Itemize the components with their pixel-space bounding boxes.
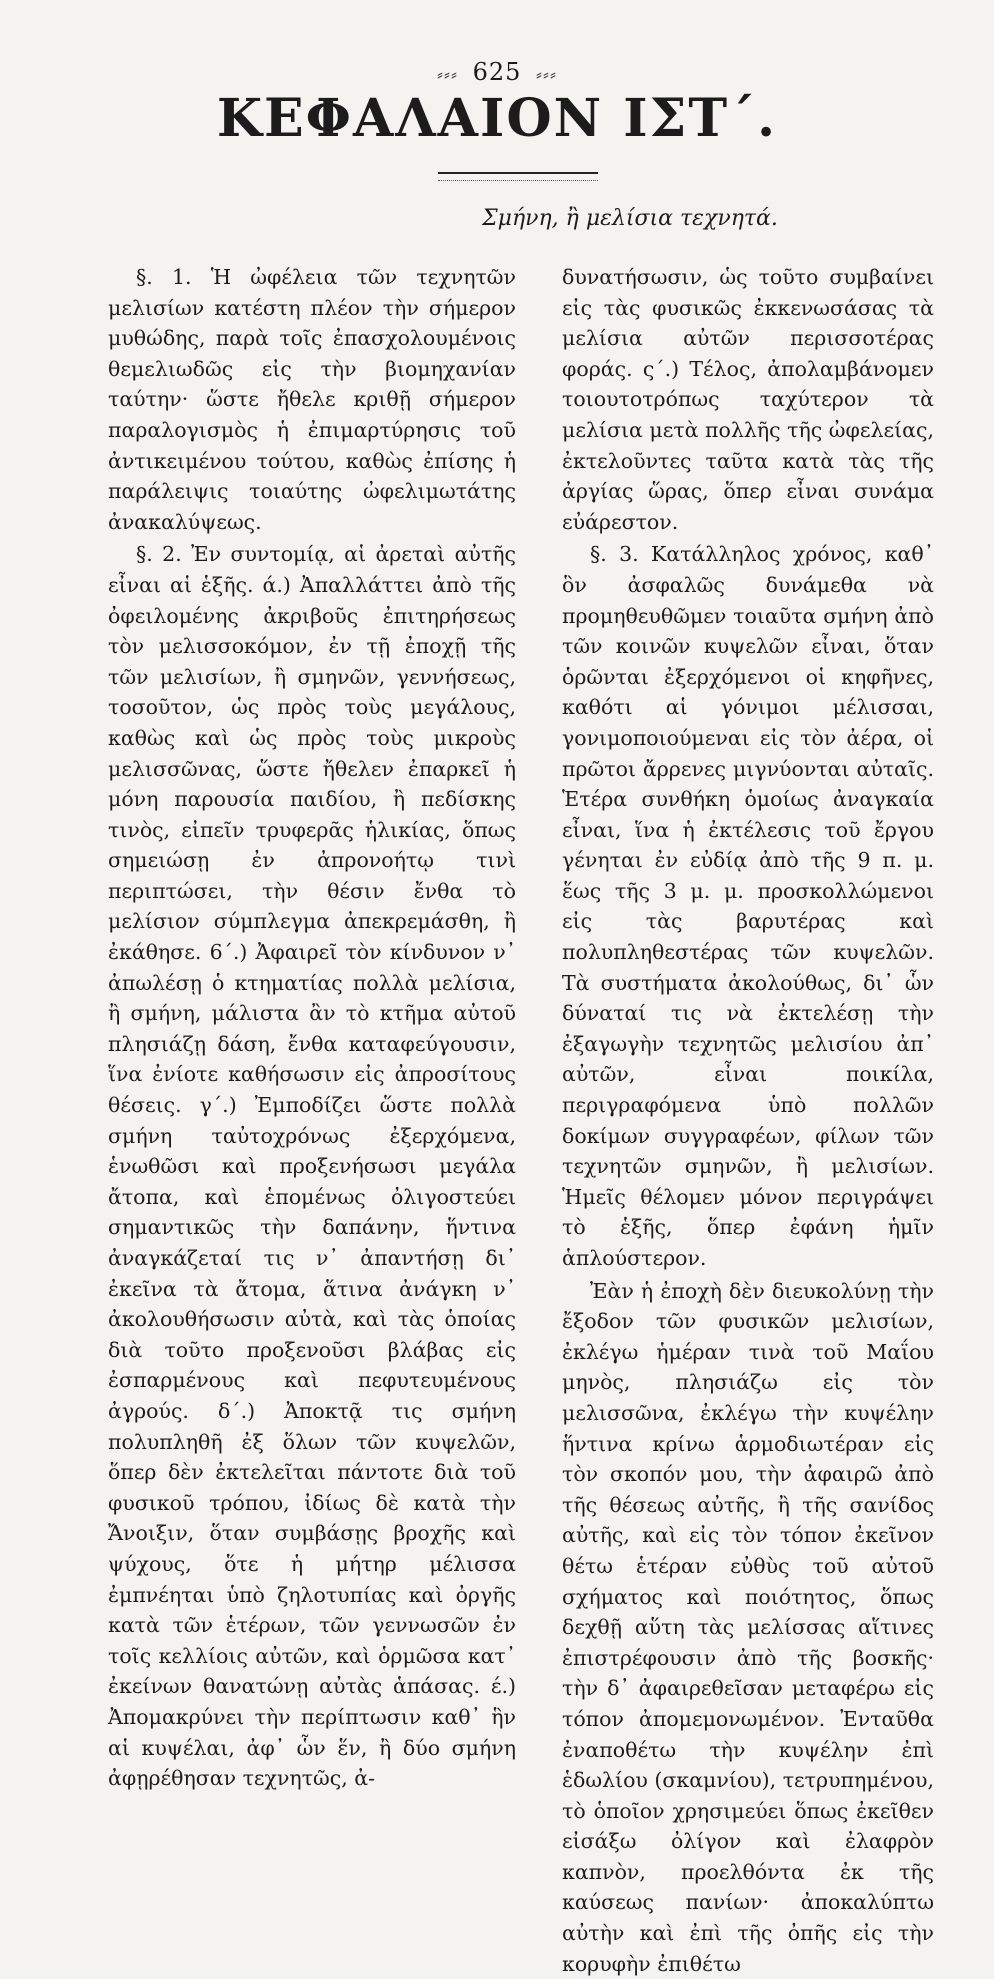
page-number-value: 625 <box>472 58 522 86</box>
paragraph-section-1: §. 1. Ἡ ὠφέλεια τῶν τεχνητῶν μελισίων κατέστη πλέον τὴν σήμερον μυθώδης, παρὰ τοῖς ἐπασχολουμένοις θεμελιωδῶς εἰς τὴν βιομηχανίαν ταύτην· ὥστε ἤθελε κριθῇ σήμερον παραλογισμὸς ἡ ἐπιμαρτύρησις τοῦ ἀντικειμένου τούτου, καθὼς ἐπίσης ἡ παράλειψις τοιαύτης ὠφελιμωτάτης ἀνακαλύψεως. <box>108 265 516 534</box>
paragraph-continuation: δυνατήσωσιν, ὡς τοῦτο συμβαίνει εἰς τὰς φυσικῶς ἐκκενωσάσας τὰ μελίσια αὐτῶν περισσοτέρας φοράς. ς΄.) Τέλος, ἀπολαμβάνομεν τοιουτοτρόπως ταχύτερον τὰ μελίσια μετὰ πολλῆς τῆς ὠφελείας, ἐκτελοῦντες ταῦτα κατὰ τὰς τῆς ἀργίας ὥρας, ὅπερ εἶναι συνάμα εὐάρεστον. <box>562 265 934 534</box>
page-number <box>0 58 994 86</box>
paragraph-section-2: §. 2. Ἐν συντομίᾳ, αἱ ἀρεταὶ αὐτῆς εἶναι αἱ ἑξῆς. ά.) Ἀπαλλάττει ἀπὸ τῆς ὀφειλομένης ἀκριβοῦς ἐπιτηρήσεως τὸν μελισσοκόμον, ἐν τῇ ἐποχῇ τῆς τῶν μελισίων, ἢ σμηνῶν, γεννήσεως, τοσοῦτον, ὡς πρὸς τοὺς μεγάλους, καθὼς καὶ ὡς πρὸς τοὺς μικροὺς μελισσῶνας, ὥστε ἤθελεν ἐπαρκεῖ ἡ μόνη παρουσία παιδίου, ἢ πεδίσκης τινὸς, εἰπεῖν τρυφερᾶς ἡλικίας, ὅπως σημειώσῃ ἐν ἀπρονοήτῳ τινὶ περιπτώσει, τὴν θέσιν ἔνθα τὸ μελίσιον σύμπλεγμα ἀπεκρεμάσθη, ἢ ἐκάθησε. 6΄.) Ἀφαιρεῖ τὸν κίνδυνον ν᾽ ἀπωλέσῃ ὁ κτηματίας πολλὰ μελίσια, ἢ σμήνη, μάλιστα ἂν τὸ κτῆμα αὐτοῦ πλησιάζῃ δάση, ἔνθα καταφεύγουσιν, ἵνα ἐνίοτε καθήσωσιν εἰς ἀπροσίτους θέσεις. γ΄.) Ἐμποδίζει ὥστε πολλὰ σμήνη ταὐτοχρόνως ἐξερχόμενα, ἑνωθῶσι καὶ προξενήσωσι μεγάλα ἄτοπα, καὶ ἑπομένως ὀλιγοστεύει σημαντικῶς τὴν δαπάνην, ἥντινα ἀναγκάζεταί τις ν᾽ ἀπαντήσῃ δι᾽ ἐκεῖνα τὰ ἄτομα, ἅτινα ἀνάγκη ν᾽ ἀκολουθήσωσιν αὐτὰ, καὶ τὰς ὁποίας διὰ τοῦτο προξενοῦσι βλάβας εἰς ἐσπαρμένους καὶ πεφυτευμένους ἀγρούς. δ΄.) Ἀποκτᾷ τις σμήνη πολυπληθῆ ἐξ ὅλων τῶν κυψελῶν, ὅπερ δὲν ἐκτελεῖται πάντοτε διὰ τοῦ φυσικοῦ τρόπου, ἰδίως δὲ κατὰ τὴν Ἄνοιξιν, ὅταν συμβάσῃς βροχῆς καὶ ψύχους, ὅτε ἡ μήτηρ μέλισσα ἐμπνέηται ὑπὸ ζηλοτυπίας καὶ ὀργῆς κατὰ τῶν ἑτέρων, τῶν γεννωσῶν ἐν τοῖς κελλίοις αὐτῶν, καὶ ὁρμῶσα κατ᾽ ἐκείνων θανατώνῃ αὐτὰς ἁπάσας. έ.) Ἀπομακρύνει τὴν περίπτωσιν καθ᾽ ἣν αἱ κυψέλαι, ἀφ᾽ ὧν ἕν, ἢ δύο σμήνη ἀφῃρέθησαν τεχνητῶς, ἀ- <box>108 542 516 1791</box>
paragraph-method: Ἐὰν ἡ ἐποχὴ δὲν διευκολύνῃ τὴν ἔξοδον τῶν φυσικῶν μελισίων, ἐκλέγω ἡμέραν τινὰ τοῦ Μαΐου μηνὸς, πλησιάζω εἰς τὸν μελισσῶνα, ἐκλέγω τὴν κυψέλην ἥντινα κρίνω ἁρμοδιωτέραν εἰς τὸν σκοπόν μου, τὴν ἀφαιρῶ ἀπὸ τῆς θέσεως αὐτῆς, ἢ τῆς σανίδος αὐτῆς, καὶ εἰς τὸν τόπον ἐκεῖνον θέτω ἑτέραν εὐθὺς τοῦ αὐτοῦ σχήματος καὶ ποιότητος, ὅπως δεχθῇ αὕτη τὰς μελίσσας αἵτινες ἐπιστρέφουσιν ἀπὸ τῆς βοσκῆς· τὴν δ᾽ ἀφαιρεθεῖσαν μεταφέρω εἰς τόπον ἀπομεμονωμένον. Ἐνταῦθα ἐναποθέτω τὴν κυψέλην ἐπὶ ἑδωλίου (σκαμνίου), τετρυπημένου, τὸ ὁποῖον χρησιμεύει ὅπως ἐκεῖθεν εἰσάξω ὀλίγον καὶ ἐλαφρὸν καπνὸν, προελθόντα ἐκ τῆς καύσεως πανίων· ἀποκαλύπτω αὐτὴν καὶ ἐπὶ τῆς ὀπῆς εἰς τὴν κορυφὴν ἐπιθέτω <box>562 1278 935 1976</box>
chapter-subtitle <box>0 206 994 231</box>
decorative-rule <box>438 172 598 181</box>
chapter-subtitle-text: Σμήνη, ἢ μελίσια τεχνητά. <box>482 206 778 231</box>
ornament-left: ⸗⸗⸗ <box>436 64 458 85</box>
ornament-right: ⸗⸗⸗ <box>536 64 558 85</box>
chapter-title: ΚΕΦΑΛΑΙΟΝ ΙΣΤ΄. <box>216 88 778 149</box>
right-column <box>562 262 934 1979</box>
left-column <box>108 262 516 1794</box>
paragraph-section-3: §. 3. Κατάλληλος χρόνος, καθ᾽ ὃν ἀσφαλῶς δυνάμεθα νὰ προμηθευθῶμεν τοιαῦτα σμήνη ἀπὸ τῶν κοινῶν κυψελῶν εἶναι, ὅταν ὁρῶνται ἐξερχόμενοι οἱ κηφῆνες, καθότι αἱ γόνιμοι μέλισσαι, γονιμοποιούμεναι εἰς τὸν ἀέρα, οἱ πρῶτοι ἄρρενες μιγνύονται αὐταῖς. Ἑτέρα συνθήκη ὁμοίως ἀναγκαία εἶναι, ἵνα ἡ ἐκτέλεσις τοῦ ἔργου γένηται ἐν εὐδίᾳ ἀπὸ τῆς 9 π. μ. ἕως τῆς 3 μ. μ. προσκολλώμενοι εἰς τὰς βαρυτέρας καὶ πολυπληθεστέρας τῶν κυψελῶν. Τὰ συστήματα ἀκολούθως, δι᾽ ὧν δύναταί τις νὰ ἐκτελέσῃ τὴν ἐξαγωγὴν τεχνητῶς μελισίου ἀπ᾽ αὐτῶν, εἶναι ποικίλα, περιγραφόμενα ὑπὸ πολλῶν δοκίμων συγγραφέων, φίλων τῶν τεχνητῶν σμηνῶν, ἢ μελισίων. Ἡμεῖς θέλομεν μόνον περιγράψει τὸ ἑξῆς, ὅπερ ἐφάνη ἡμῖν ἁπλούστερον. <box>562 542 934 1270</box>
